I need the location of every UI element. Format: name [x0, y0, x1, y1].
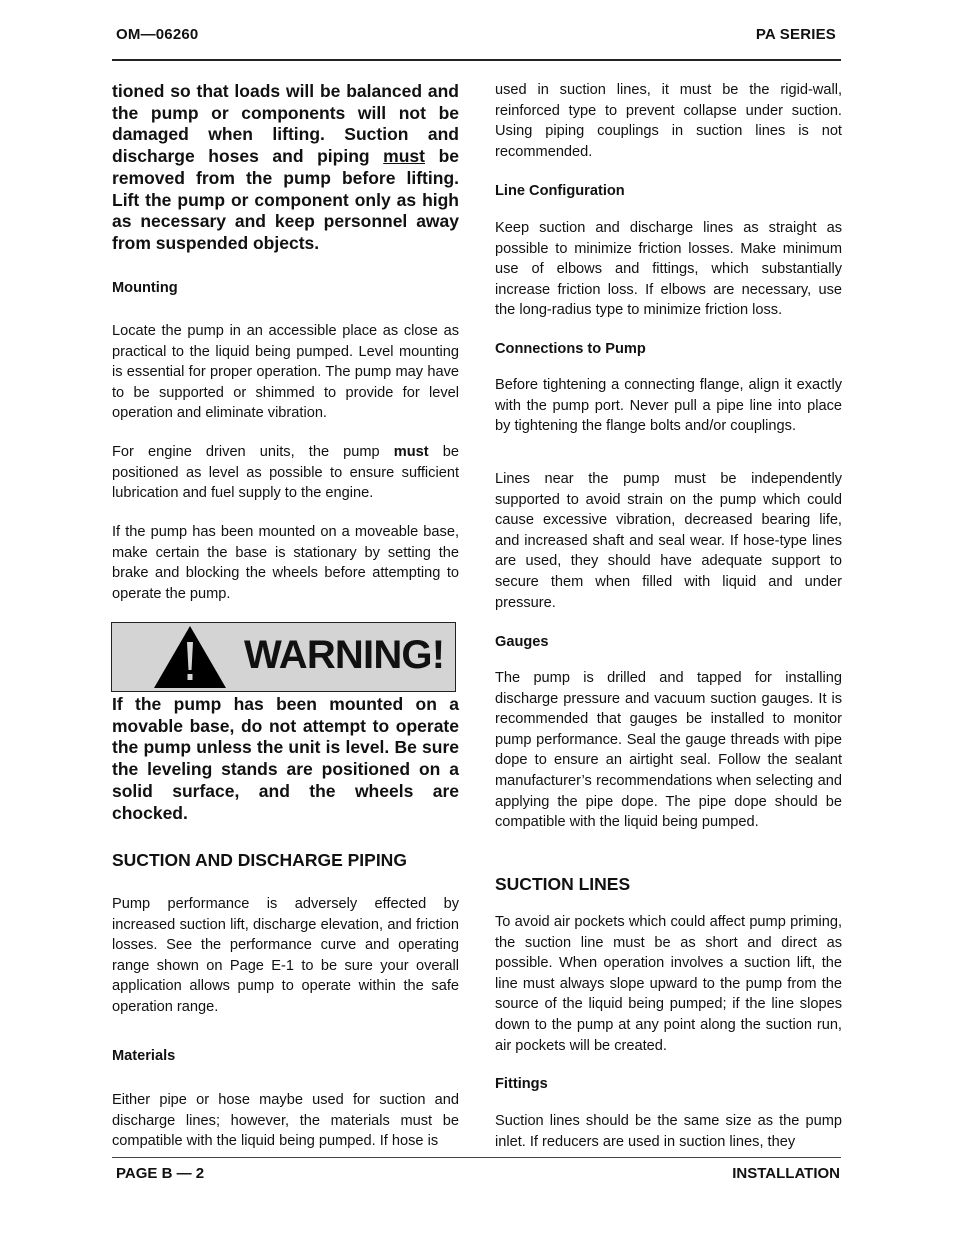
line-configuration-heading: Line Configuration	[495, 183, 625, 199]
mounting-heading: Mounting	[112, 280, 178, 296]
warning-banner	[111, 622, 456, 692]
materials-paragraph: Either pipe or hose maybe used for suction and discharge lines; however, the materials must be compatible with the liquid being pumped. If hose is	[112, 1092, 459, 1150]
line-configuration-paragraph: Keep suction and discharge lines as straight as possible to minimize friction losses. Make minimum use of elbows and fittings, which substantially increase friction loss. If elbows are necessary, use the long-radius type to minimize friction loss.	[495, 220, 842, 319]
series-label: PA SERIES	[755, 26, 836, 43]
connections-paragraph-1: Before tightening a connecting flange, align it exactly with the pump port. Never pull a pipe line into place by tightening the flange bolts and/or couplings.	[495, 377, 842, 435]
mounting-paragraph-3: If the pump has been mounted on a moveable base, make certain the base is stationary by setting the brake and blocking the wheels before attempting to operate the pump.	[112, 524, 459, 602]
warning-text: If the pump has been mounted on a movable base, do not attempt to operate the pump unless the unit is level. Be sure the leveling stands are positioned on a solid surface, and the wheels are chocked.	[112, 694, 459, 823]
page-number: PAGE B — 2	[116, 1165, 205, 1182]
suction-discharge-paragraph: Pump performance is adversely effected by increased suction lift, discharge elevation, and friction losses. See the performance curve and operating range shown on Page E-1 to be sure your overall application allows pump to operate within the safe operation range.	[112, 896, 459, 1015]
doc-id: OM—06260	[116, 26, 199, 43]
header-rule	[112, 59, 841, 61]
footer-rule	[112, 1157, 841, 1158]
gauges-heading: Gauges	[495, 634, 549, 650]
gauges-paragraph: The pump is drilled and tapped for installing discharge pressure and vacuum suction gauges. It is recommended that gauges be installed to monitor pump performance. Seal the gauge threads with pipe dope to ensure an airtight seal. Follow the sealant manufacturer’s recommendations when selecting and applying the pipe dope. The pipe dope should be compatible with the liquid being pumped.	[495, 670, 842, 831]
lifting-warning-continued: tioned so that loads will be balanced and the pump or components will not be damaged when lifting. Suction and discharge hoses and piping must be removed from the pump before lifting. Lift the pump or component only as high as necessary and keep personnel away from suspended objects.	[112, 81, 459, 253]
connections-paragraph-2: Lines near the pump must be independently supported to avoid strain on the pump which could cause excessive vibration, decreased bearing life, and increased shaft and seal wear. If hose-type lines are used, they should have adequate support to secure them when filled with liquid and under pressure.	[495, 471, 842, 611]
warning-label: WARNING!	[244, 633, 445, 677]
connections-heading: Connections to Pump	[495, 341, 646, 357]
materials-heading: Materials	[112, 1048, 176, 1064]
materials-paragraph-continued: used in suction lines, it must be the rigid-wall, reinforced type to prevent collapse under suction. Using piping couplings in suction lines is not recommended.	[495, 82, 842, 160]
section-label: INSTALLATION	[732, 1165, 840, 1182]
mounting-paragraph-2: For engine driven units, the pump must be positioned as level as possible to ensure sufficient lubrication and fuel supply to the engine.	[112, 444, 459, 502]
suction-lines-heading: SUCTION LINES	[495, 874, 631, 894]
fittings-heading: Fittings	[495, 1076, 548, 1092]
warning-triangle-icon	[154, 626, 226, 688]
suction-discharge-heading: SUCTION AND DISCHARGE PIPING	[112, 850, 407, 870]
mounting-paragraph-1: Locate the pump in an accessible place as close as practical to the liquid being pumped. Level mounting is essential for proper operation. The pump may have to be supported or shimmed to provide for level operation and eliminate vibration.	[112, 323, 459, 422]
fittings-paragraph: Suction lines should be the same size as the pump inlet. If reducers are used in suction lines, they	[495, 1113, 842, 1150]
suction-lines-paragraph: To avoid air pockets which could affect pump priming, the suction line must be as short and direct as possible. When operation involves a suction lift, the line must always slope upward to the pump from the source of the liquid being pumped; if the line slopes down to the pump at any point along the suction run, air pockets will be created.	[495, 914, 842, 1054]
